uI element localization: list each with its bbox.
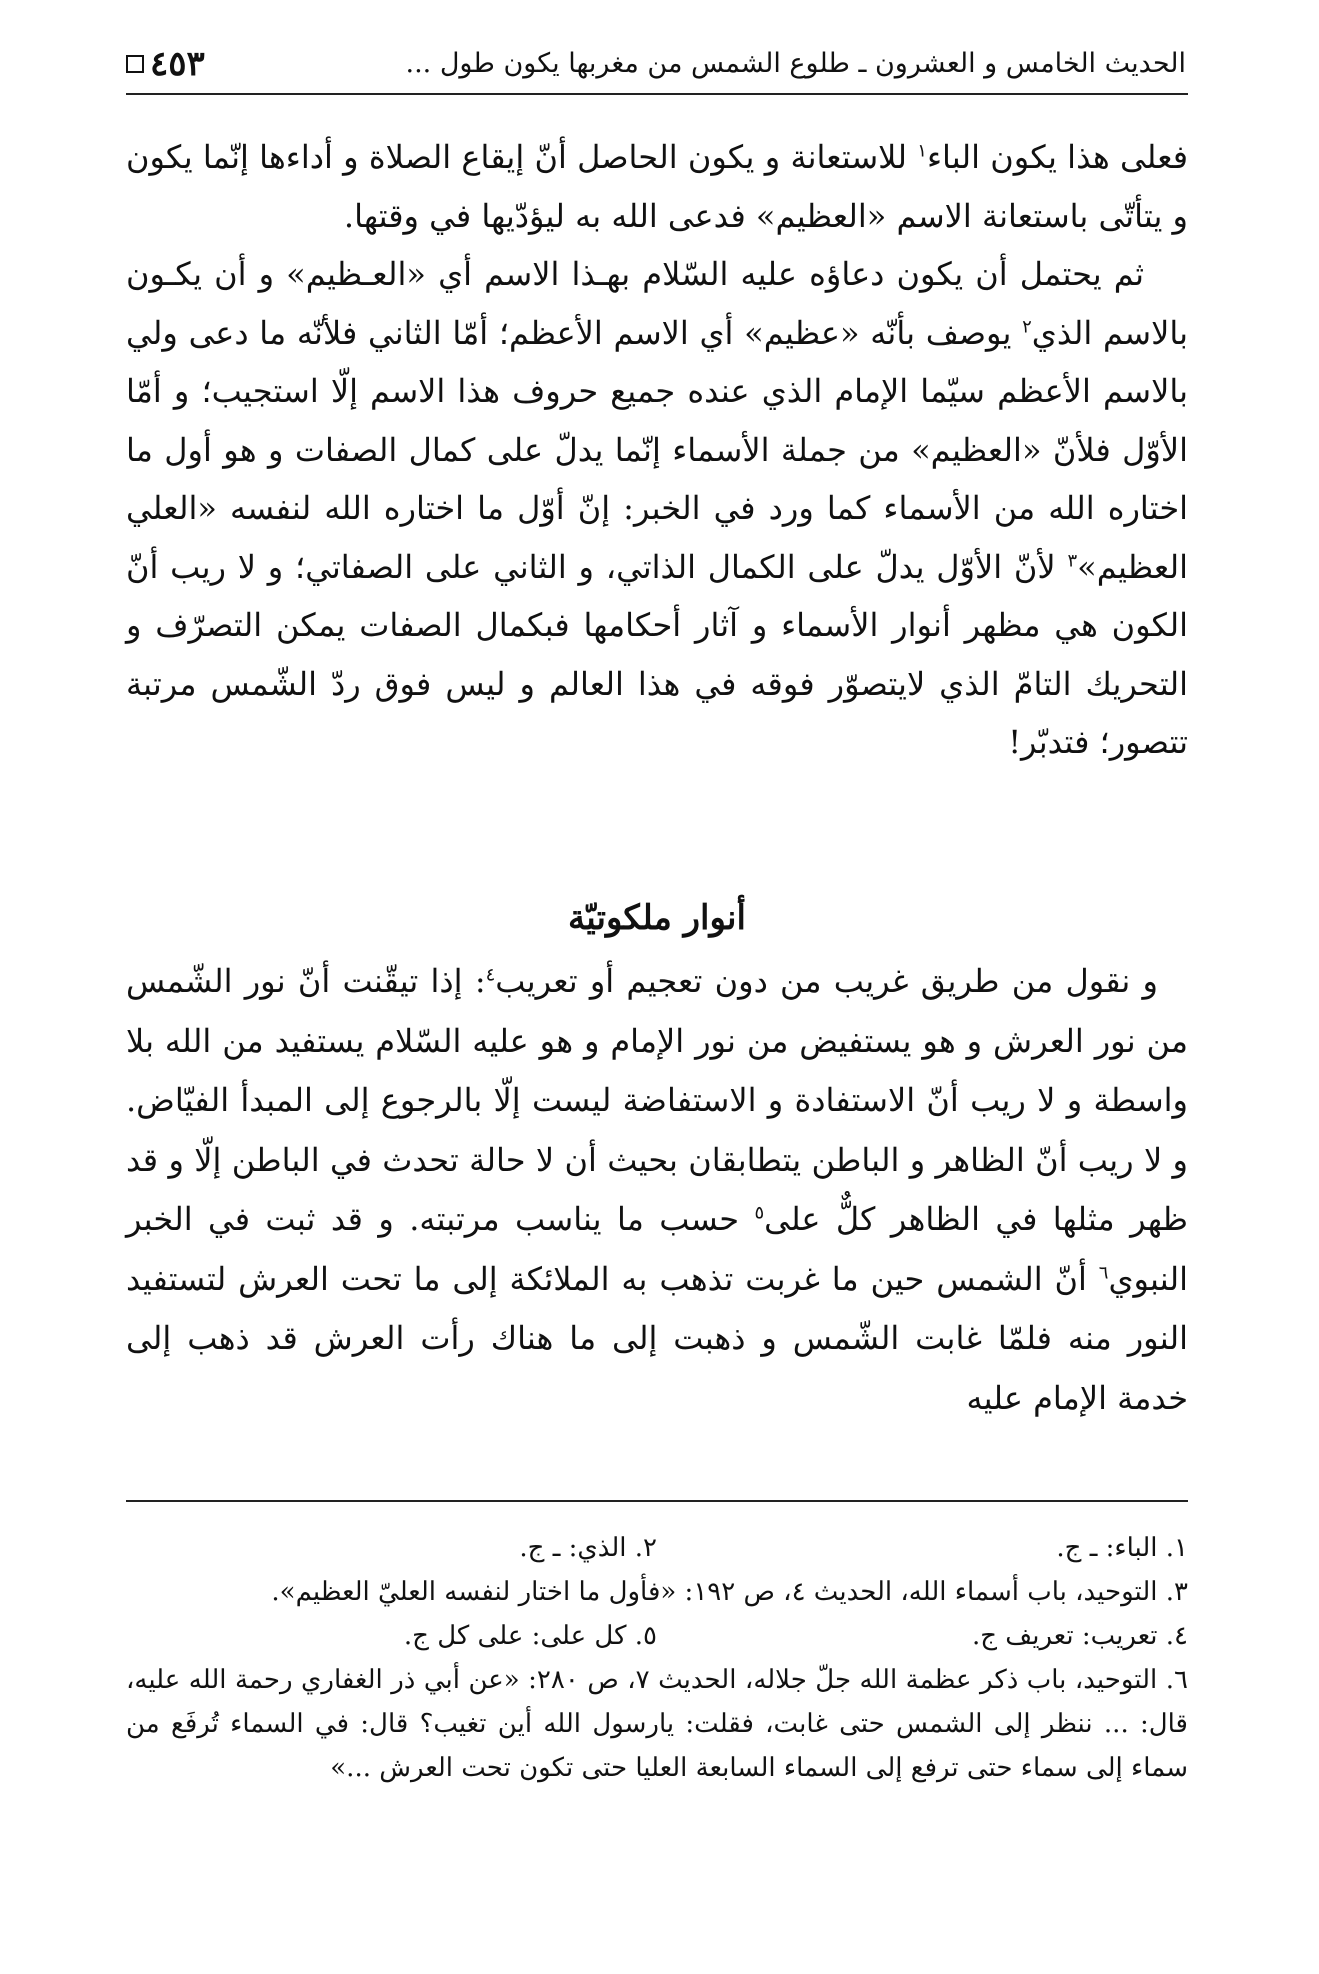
footnote-ref-1[interactable]: ١	[917, 140, 927, 162]
page-number: ٤٥٣	[150, 44, 205, 84]
running-title: الحديث الخامس و العشرون ـ طلوع الشمس من مغربها يكون طول ...	[405, 48, 1186, 79]
footnote-ref-2[interactable]: ٢	[1022, 315, 1032, 337]
footnote-rule	[126, 1500, 1188, 1502]
footnote-row-2	[126, 1614, 1188, 1658]
footnote-ref-4[interactable]: ٤	[485, 964, 496, 986]
square-ornament-icon	[126, 55, 144, 73]
footnote-1: ١. الباء: ـ ج.	[1056, 1533, 1188, 1563]
footnotes	[126, 1526, 1188, 1790]
footnote-5: ٥. كل على: على كل ج.	[403, 1621, 657, 1651]
main-text-block	[126, 128, 1188, 772]
header-rule	[126, 93, 1188, 95]
section-heading: أنوار ملكوتيّة	[568, 898, 746, 938]
page-folio	[126, 42, 205, 86]
footnote-ref-5[interactable]: ٥	[754, 1202, 765, 1224]
footnote-ref-3[interactable]: ٣	[1067, 549, 1078, 571]
running-header	[126, 36, 1186, 86]
footnote-4: ٤. تعريب: تعريف ج.	[971, 1621, 1188, 1651]
footnote-row-1	[126, 1526, 1188, 1570]
footnote-ref-6[interactable]: ٦	[1098, 1261, 1109, 1283]
footnote-2: ٢. الذي: ـ ج.	[519, 1533, 657, 1563]
footnote-6: ٦. التوحيد، باب ذكر عظمة الله جلّ جلاله، الحديث ٧، ص ٢٨٠: «عن أبي ذر الغفاري رحمة الله عليه، قال: ... ننظر إلى الشمس حتى غابت، فقلت: يارسول الله أين تغيب؟ قال: في السماء تُرفَع من سماء إلى سماء حتى ترفع إلى السماء السابعة العليا حتى تكون تحت العرش ...»	[126, 1665, 1188, 1783]
section-text-block	[126, 952, 1188, 1428]
paragraph-1: فعلى هذا يكون الباء$^١$ للاستعانة و يكون الحاصل أنّ إيقاع الصلاة و أداءها إنّما يكون و يتأتّى باستعانة الاسم «العظيم» فدعى الله به ليؤدّيها في وقتها.	[126, 138, 1189, 235]
paragraph-2: ثم يحتمل أن يكون دعاؤه عليه السّلام بهـذا الاسم أي «العـظيم» و أن يكـون بالاسم الذي$^٢$ يوصف بأنّه «عظيم» أي الاسم الأعظم؛ أمّا الثاني فلأنّه ما دعى ولي بالاسم الأعظم سيّما الإمام الذي عنده جميع حروف هذا الاسم إلّا استجيب؛ و أمّا الأوّل فلأنّ «العظيم» من جملة الأسماء إنّما يدلّ على كمال الصفات و هو أول ما اختاره الله من الأسماء كما ورد في الخبر: إنّ أوّل ما اختاره الله لنفسه «العلي العظيم»$^٣$ لأنّ الأوّل يدلّ على الكمال الذاتي، و الثاني على الصفاتي؛ و لا ريب أنّ الكون هي مظهر أنوار الأسماء و آثار أحكامها فبكمال الصفات يمكن التصرّف و التحريك التامّ الذي لايتصوّر فوقه في هذا العالم و ليس فوق ردّ الشّمس مرتبة تتصور؛ فتدبّر!	[126, 255, 1189, 761]
footnote-3: ٣. التوحيد، باب أسماء الله، الحديث ٤، ص ١٩٢: «فأول ما اختار لنفسه العليّ العظيم».	[271, 1577, 1188, 1607]
paragraph-3: و نقول من طريق غريب من دون تعجيم أو تعريب$^٤$: إذا تيقّنت أنّ نور الشّمس من نور العرش و هو يستفيض من نور الإمام و هو عليه السّلام يستفيد من الله بلا واسطة و لا ريب أنّ الاستفادة و الاستفاضة ليست إلّا بالرجوع إلى المبدأ الفيّاض. و لا ريب أنّ الظاهر و الباطن يتطابقان بحيث أن لا حالة تحدث في الباطن إلّا و قد ظهر مثلها في الظاهر كلٌّ على$^٥$ حسب ما يناسب مرتبته. و قد ثبت في الخبر النبوي$^٦$ أنّ الشمس حين ما غربت تذهب به الملائكة إلى ما تحت العرش لتستفيد النور منه فلمّا غابت الشّمس و ذهبت إلى ما هناك رأت العرش قد ذهب إلى خدمة الإمام عليه	[126, 962, 1189, 1417]
